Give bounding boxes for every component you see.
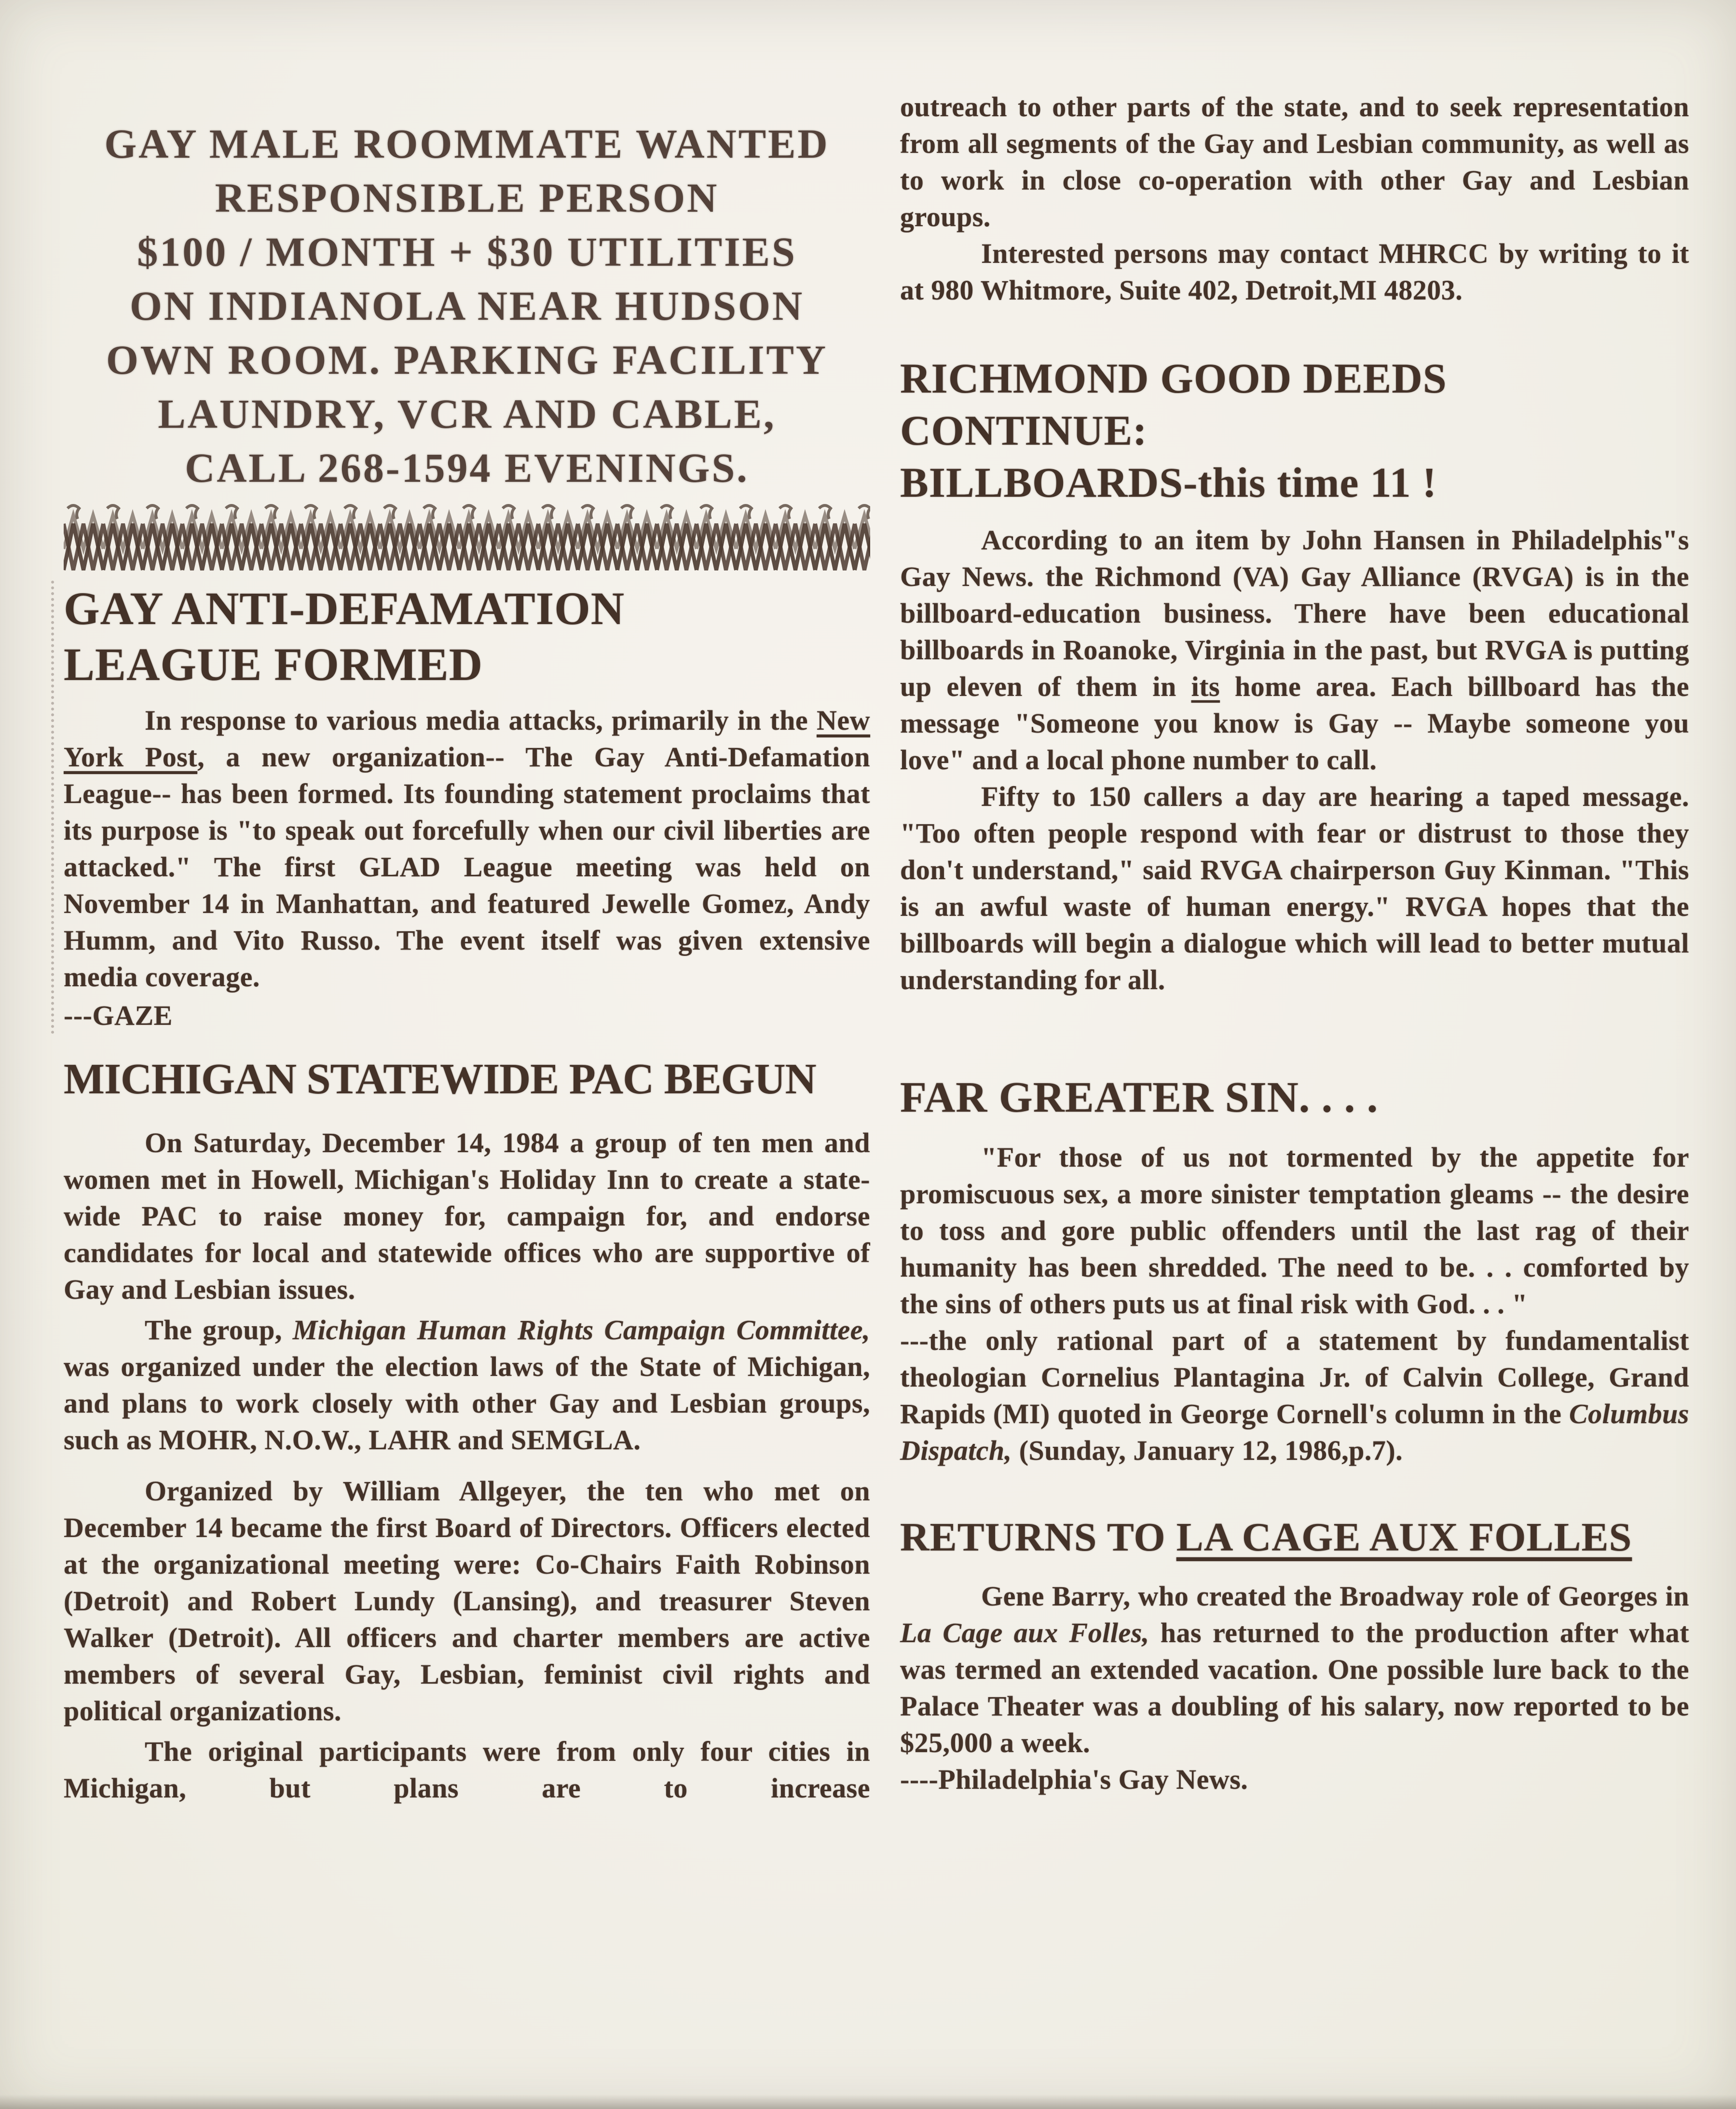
- cage-headline-start: RETURNS TO: [900, 1515, 1176, 1560]
- sin-attribution-rest: (Sunday, January 12, 1986,p.7).: [1012, 1435, 1403, 1466]
- mhrcc-name: Michigan Human Rights Campaign Committee,: [292, 1314, 870, 1346]
- ad-line: GAY MALE ROOMMATE WANTED: [104, 121, 830, 167]
- pac-paragraph-1: On Saturday, December 14, 1984 a group of ten men and women met in Howell, Michigan's Holiday Inn to create a state-wide PAC to raise money for, campaign for, and endorse candidates for local and statewide offices who are supportive of Gay and Lesbian issues.: [64, 1127, 870, 1305]
- mhrcc-contact-paragraph: Interested persons may contact MHRCC by writing to it at 980 Whitmore, Suite 402, Detroit,MI 48203.: [900, 238, 1689, 306]
- pac-paragraph-2-start: The group,: [145, 1314, 293, 1346]
- its-emphasis: its: [1191, 671, 1220, 702]
- cage-paragraph-rest: has returned to the production after what was termed an extended vacation. One possible lure back to the Palace Theater was a doubling of his salary, now reported to be $25,000 a week.: [900, 1617, 1690, 1758]
- ad-line: CALL 268-1594 EVENINGS.: [185, 445, 749, 491]
- cage-headline: [900, 1510, 1689, 1565]
- left-column: [64, 0, 870, 1807]
- sin-attribution-paragraph: [900, 1322, 1689, 1469]
- pac-continuation: [900, 89, 1689, 309]
- pac-paragraph-3: Organized by William Allgeyer, the ten who met on December 14 became the first Board of Directors. Officers elected at the organizational meeting were: Co-Chairs Faith Robinson (Detroit) and Robert Lundy (Lansing), and treasurer Steven Walker (Detroit). All officers and charter members are active members of several Gay, Lesbian, feminist civil rights and political organizations.: [64, 1475, 870, 1727]
- glad-paragraph-rest: , a new organization-- The Gay Anti-Defamation League-- has been formed. Its founding statement proclaims that its purpose is "to speak out forcefully when our civil liberties are attacked." The first GLAD League meeting was held on November 14 in Manhattan, and featured Jewelle Gomez, Andy Humm, and Vito Russo. The event itself was given extensive media coverage.: [64, 741, 870, 993]
- pac-continuation-paragraph: outreach to other parts of the state, and to seek representation from all segments of the Gay and Lesbian community, as well as to work in close co-operation with other Gay and Lesbian groups.: [900, 91, 1689, 232]
- roommate-ad: [64, 0, 870, 495]
- pac-paragraph-2: [64, 1312, 870, 1458]
- richmond-paragraph-1-rest: home area. Each billboard has the message "Someone you know is Gay -- Maybe someone you love" and a local phone number to call.: [900, 671, 1689, 776]
- cage-article: [900, 1510, 1689, 1798]
- glad-attribution: ---GAZE: [64, 1000, 173, 1031]
- la-cage-title-reference: La Cage aux Folles,: [900, 1617, 1149, 1648]
- glad-headline-line1: GAY ANTI-DEFAMATION: [64, 583, 625, 634]
- ad-line: ON INDIANOLA NEAR HUDSON: [129, 283, 805, 329]
- pac-article: [64, 1051, 870, 1807]
- sin-quote-paragraph: "For those of us not tormented by the appetite for promiscuous sex, a more sinister temptation gleams -- the desire to toss and gore public offenders until the last rag of their humanity has been shredded. The need to be. . . comforted by the sins of others puts us at final risk with God. . . ": [900, 1142, 1689, 1320]
- right-column: [900, 0, 1689, 1798]
- cage-paragraph: [900, 1578, 1689, 1761]
- sin-headline: FAR GREATER SIN. . . .: [900, 1074, 1379, 1121]
- glad-headline-line2: LEAGUE FORMED: [64, 639, 483, 690]
- columbus-dispatch-reference: Columbus Dispatch,: [900, 1398, 1689, 1466]
- sin-attribution-start: ---the only rational part of a statement by fundamentalist theologian Cornelius Plantagina Jr. of Calvin College, Grand Rapids (MI) quoted in George Cornell's column in the: [900, 1325, 1689, 1429]
- sin-article: [900, 1070, 1689, 1469]
- cage-paragraph-start: Gene Barry, who created the Broadway role of Georges in: [981, 1580, 1689, 1612]
- pac-paragraph-2-rest: was organized under the election laws of the State of Michigan, and plans to work closely with other Gay and Lesbian groups, such as MOHR, N.O.W., LAHR and SEMGLA.: [64, 1351, 870, 1456]
- new-york-post-reference: New York Post: [64, 705, 870, 773]
- richmond-headline-line2: BILLBOARDS-this time 11 !: [900, 460, 1437, 506]
- richmond-paragraph-2: Fifty to 150 callers a day are hearing a taped message. "Too often people respond with fear or distrust to those they don't understand," said RVGA chairperson Guy Kinman. "This is an awful waste of human energy." RVGA hopes that the billboards will begin a dialogue which will lead to better mutual understanding for all.: [900, 781, 1689, 995]
- richmond-paragraph-1-start: According to an item by John Hansen in Philadelphis"s Gay News. the Richmond (VA) Gay Alliance (RVGA) is in the billboard-education business. There have been educational billboards in Roanoke, Virginia in the past, but RVGA is putting up eleven of them in: [900, 524, 1689, 702]
- richmond-headline-line1: RICHMOND GOOD DEEDS CONTINUE:: [900, 355, 1447, 454]
- ad-line: $100 / MONTH + $30 UTILITIES: [137, 229, 797, 275]
- decorative-border: [64, 503, 870, 574]
- richmond-headline: [900, 353, 1689, 509]
- richmond-paragraph-1: [900, 522, 1689, 778]
- richmond-article: [900, 353, 1689, 998]
- glad-paragraph-start: In response to various media attacks, primarily in the: [145, 705, 817, 736]
- ad-line: RESPONSIBLE PERSON: [215, 175, 719, 221]
- pac-headline: MICHIGAN STATEWIDE PAC BEGUN: [64, 1055, 816, 1103]
- ad-line: LAUNDRY, VCR AND CABLE,: [158, 391, 776, 437]
- ad-line: OWN ROOM. PARKING FACILITY: [106, 337, 828, 383]
- pac-paragraph-4: The original participants were from only four cities in Michigan, but plans are to increase: [64, 1736, 870, 1804]
- glad-paragraph: [64, 702, 870, 995]
- cage-headline-title: LA CAGE AUX FOLLES: [1176, 1515, 1632, 1560]
- glad-headline: [64, 581, 870, 693]
- chain-weave-pattern-icon: [64, 503, 870, 574]
- cage-attribution: ----Philadelphia's Gay News.: [900, 1764, 1248, 1795]
- glad-article: [51, 581, 870, 1034]
